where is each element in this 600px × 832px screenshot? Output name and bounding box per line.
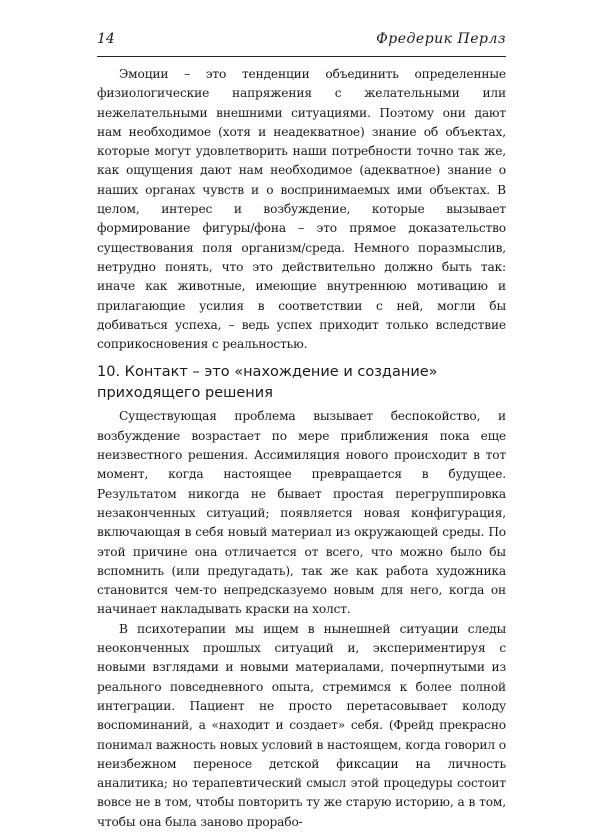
header-rule (97, 56, 506, 57)
paragraph-psychotherapy: В психотерапии мы ищем в нынешней ситуации следы неоконченных прошлых ситуаций и, экспериментируя с новыми взглядами и новыми материалами, почерпнутыми из реального повседневного опыта, стремимся к более полной интеграции. Пациент не просто перетасовывает колоду воспоминаний, а «находит и создает» себя. (Фрейд прекрасно понимал важность новых условий в настоящем, когда говорил о неизбежном переносе детской фиксации на личность аналитика; но терапевтический смысл этой процедуры состоит вовсе не в том, чтобы повторить ту же старую историю, а в том, чтобы она была заново прорабо- (97, 621, 506, 829)
paragraph-emotions: Эмоции – это тенденции объединить определенные физиологические напряжения с желательными или нежелательными внешними ситуациями. Поэтому они дают нам необходимое (хотя и неадекватное) знание об объектах, которые могут удовлетворить наши потребности точно так же, как ощущения дают нам необходимое (адекватное) знание о наших органах чувств и о воспринимаемых ими объектах. В целом, интерес и возбуждение, которые вызывает формирование фигуры/фона – это прямое доказательство существования поля организм/среда. Немного поразмыслив, нетрудно понять, что это действительно должно быть так: иначе как животные, имеющие внутреннюю мотивацию и прилагающие усилия в соответствии с ней, могли бы добиваться успеха, – ведь успех приходит только вследствие соприкосновения с реальностью. (97, 67, 506, 352)
paragraph-problem: Существующая проблема вызывает беспокойство, и возбуждение возрастает по мере приближения пока еще неизвестного решения. Ассимиляция нового происходит в тот момент, когда настоящее превращается в будущее. Результатом никогда не бывает простая перегруппировка незаконченных ситуаций; появляется новая конфигурация, включающая в себя новый материал из окружающей среды. По этой причине она отличается от всего, что можно было бы вспомнить (или предугадать), так же как работа художника становится чем-то непредсказуемо новым для него, когда он начинает накладывать краски на холст. (97, 409, 506, 617)
section-heading: 10. Контакт – это «нахождение и создание» приходящего решения (97, 364, 438, 402)
running-head (97, 31, 506, 51)
body-text (97, 65, 506, 832)
book-author: Фредерик Перлз (376, 31, 506, 47)
page-number: 14 (97, 31, 115, 47)
